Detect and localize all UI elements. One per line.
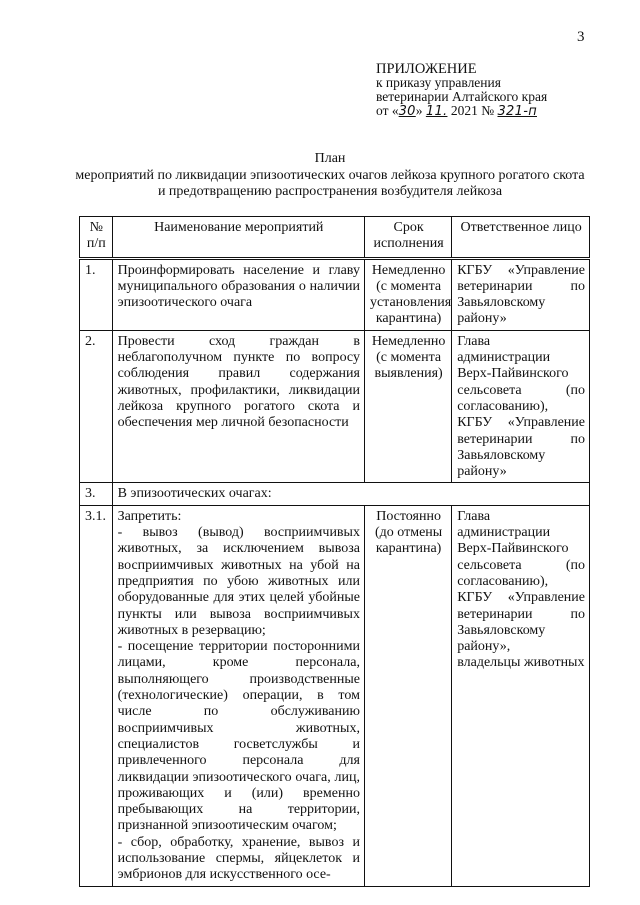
- plan-subtitle-1: мероприятий по ликвидации эпизоотических очагов лейкоза крупного рогатого скота: [75, 167, 585, 183]
- order-number: 321-п: [497, 104, 537, 119]
- table-row: [80, 505, 590, 886]
- table-row: [80, 330, 590, 483]
- header-resp: Ответственное лицо: [452, 217, 590, 259]
- row-name-intro: Запретить:: [117, 508, 182, 524]
- row-name-item-3: - сбор, обработку, хранение, вывоз и использование спермы, яйцеклеток и эмбрионов для искусственного осе-: [117, 834, 360, 883]
- row-resp: Глава администрации Верх-Пайвинского сельсовета (по согласованию), КГБУ «Управление ветеринарии по Завьяловскому району», владельцы животных: [452, 505, 590, 886]
- row-name-item-2: - посещение территории посторонними лицами, кроме персонала, выполняющего производственные (технологические) операции, в том числе по обслуживанию восприимчивых животных, специалистов госветслужбы и привлеченного персонала для ликвидации эпизоотического очага, лиц, проживающих и (или) временно пребывающих на территории, признанной эпизоотическим очагом;: [117, 639, 360, 834]
- date-year: 2021 №: [447, 103, 495, 118]
- date-day: 30: [398, 104, 416, 119]
- table-row: [80, 483, 590, 505]
- header-term: Срок исполнения: [364, 217, 451, 259]
- appendix-block: [376, 62, 547, 119]
- row-term: Немедленно (с момента выявления): [364, 330, 451, 483]
- row-name: Проинформировать население и главу муниципального образования о наличии эпизоотического очага: [112, 258, 364, 330]
- row-name: Провести сход граждан в неблагополучном пункте по вопросу соблюдения правил содержания животных, профилактики, ликвидации лейкоза крупного рогатого скота и обеспечения мер личной безопасности: [112, 330, 364, 483]
- date-month: 11.: [425, 104, 448, 119]
- row-num: 3.1.: [80, 505, 113, 886]
- row-resp: КГБУ «Управление ветеринарии по Завьяловскому району»: [452, 258, 590, 330]
- plan-title: План: [314, 151, 346, 166]
- header-num: № п/п: [80, 217, 113, 259]
- appendix-line-1: к приказу управления: [376, 75, 501, 90]
- date-mid: »: [415, 103, 426, 118]
- plan-heading: [40, 151, 620, 201]
- row-num: 1.: [80, 258, 113, 330]
- appendix-title: ПРИЛОЖЕНИЕ: [376, 61, 477, 77]
- table-row: [80, 258, 590, 330]
- row-name-item-1: - вывоз (вывод) восприимчивых животных, за исключением вывоза восприимчивых животных на убой на предприятия по убою животных или оборудованные для этих целей убойные пункты или вывоза восприимчивых животных в резервацию;: [117, 525, 360, 638]
- appendix-date-line: [376, 104, 547, 119]
- row-term: Постоянно (до отмены карантина): [364, 505, 451, 886]
- row-resp: Глава администрации Верх-Пайвинского сельсовета (по согласованию), КГБУ «Управление ветеринарии по Завьяловскому району»: [452, 330, 590, 483]
- row-num: 3.: [80, 483, 113, 505]
- appendix-line-2: ветеринарии Алтайского края: [376, 89, 548, 104]
- table-header-row: [80, 217, 590, 259]
- row-section-title: В эпизоотических очагах:: [112, 483, 589, 505]
- date-prefix: от «: [376, 103, 399, 118]
- row-term: Немедленно (с момента установления карантина): [364, 258, 451, 330]
- header-name: Наименование мероприятий: [112, 217, 364, 259]
- plan-subtitle-2: и предотвращению распространения возбудителя лейкоза: [157, 184, 503, 199]
- measures-table: [79, 216, 590, 887]
- row-name: [112, 505, 364, 886]
- row-num: 2.: [80, 330, 113, 483]
- page-number: 3: [577, 29, 585, 45]
